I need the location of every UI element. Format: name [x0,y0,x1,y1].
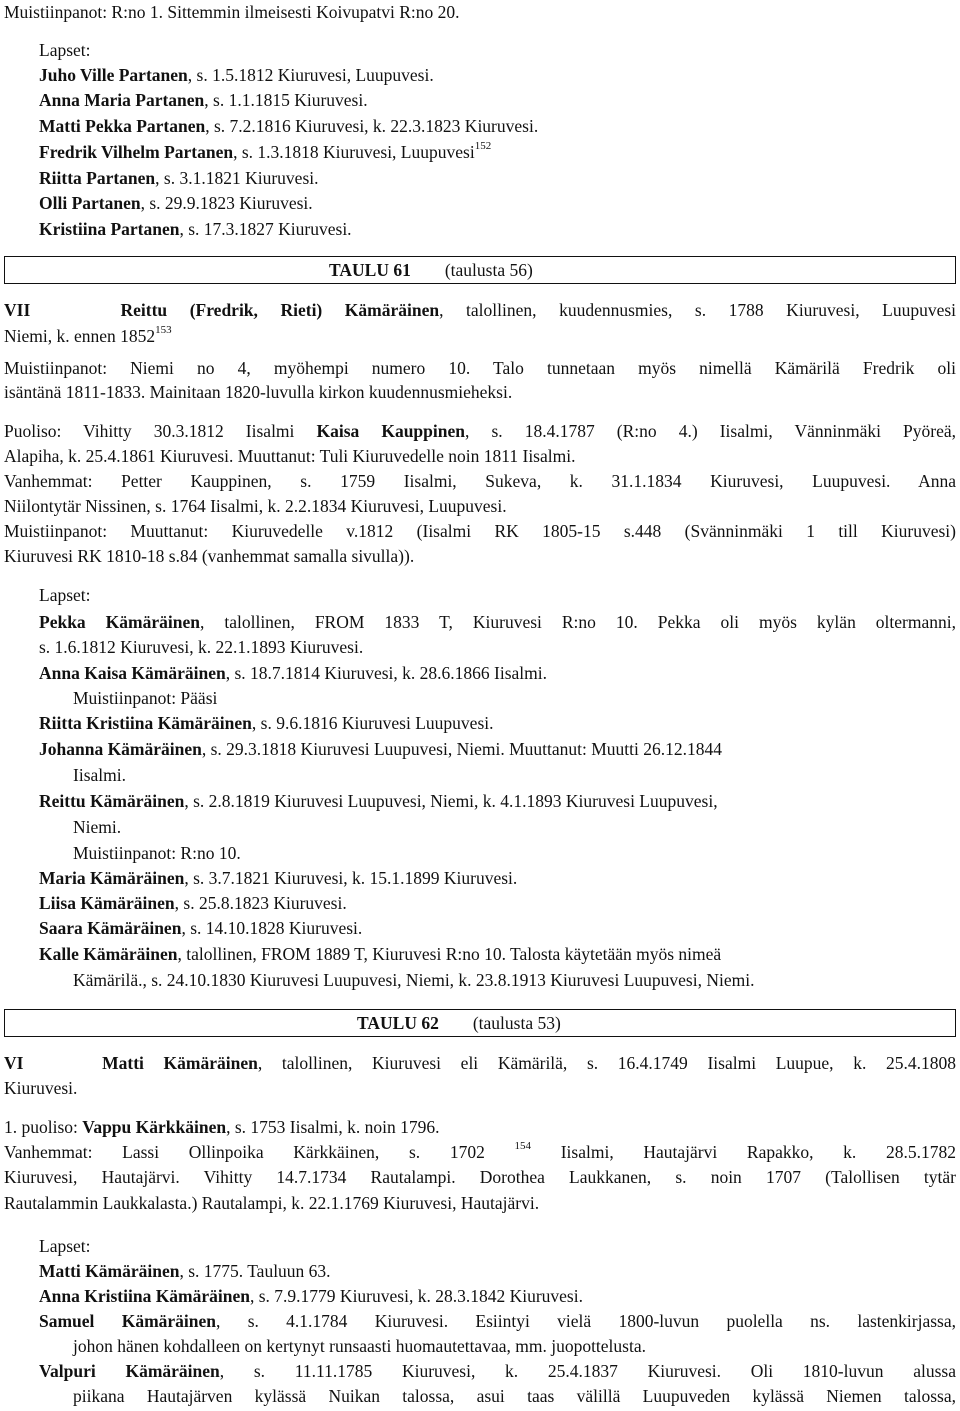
child-entry: Matti Kämäräinen, s. 1775. Tauluun 63. [39,1261,331,1281]
footnote-ref[interactable]: 154 [514,1140,532,1153]
parents-line: Kiuruvesi, Hautajärvi. Vihitty 14.7.1734 Rautalampi. Dorothea Laukkanen, s. noin 1707 (Talollisen tytär [4,1167,956,1187]
child-entry-cont: Kämärilä., s. 24.10.1830 Kiuruvesi Luupuvesi, Niemi, k. 23.8.1913 Kiuruvesi Luupuvesi, Niemi. [73,970,755,990]
child-entry-cont: piikana Hautajärven kylässä Nuikan talossa, asui taas välillä Luupuveden kylässä Niemen talossa, [73,1386,956,1406]
note-line: Muistiinpanot: Pääsi [73,688,218,708]
child-entry: Samuel Kämäräinen, s. 4.1.1784 Kiuruvesi. Esiintyi vielä 1800-luvun puolella ns. lastenkirjassa, [39,1311,956,1331]
generation-entry: VI Matti Kämäräinen, talollinen, Kiuruvesi eli Kämärilä, s. 16.4.1749 Iisalmi Luupue, k. 25.4.1808 [4,1053,956,1073]
child-entry: Juho Ville Partanen, s. 1.5.1812 Kiuruvesi, Luupuvesi. [39,65,434,85]
generation-entry: VII Reittu (Fredrik, Rieti) Kämäräinen, talollinen, kuudennusmies, s. 1788 Kiuruvesi, Luupuvesi [4,300,957,320]
child-entry: Maria Kämäräinen, s. 3.7.1821 Kiuruvesi, k. 15.1.1899 Kiuruvesi. [39,868,518,888]
child-entry: Riitta Partanen, s. 3.1.1821 Kiuruvesi. [39,168,319,188]
spouse-line: Vanhemmat: Petter Kauppinen, s. 1759 Iisalmi, Sukeva, k. 31.1.1834 Kiuruvesi, Luupuvesi. Anna [4,471,956,491]
child-entry: Kalle Kämäräinen, talollinen, FROM 1889 T, Kiuruvesi R:no 10. Talosta käytetään myös nimeä [39,944,722,964]
child-entry: Anna Kristiina Kämäräinen, s. 7.9.1779 Kiuruvesi, k. 28.3.1842 Kiuruvesi. [39,1286,583,1306]
note-line: Muistiinpanot: Niemi no 4, myöhempi numero 10. Talo tunnetaan myös nimellä Kämärilä Fredrik oli [4,358,956,378]
children-heading: Lapset: [39,40,91,60]
child-entry: Liisa Kämäräinen, s. 25.8.1823 Kiuruvesi. [39,893,347,913]
footnote-ref[interactable]: 153 [155,324,172,337]
child-entry: Kristiina Partanen, s. 17.3.1827 Kiuruvesi. [39,219,352,239]
note-line: Muistiinpanot: R:no 10. [73,843,241,863]
note-line: Muistiinpanot: R:no 1. Sittemmin ilmeisesti Koivupatvi R:no 20. [4,2,460,22]
child-entry-cont: Iisalmi. [73,765,126,785]
children-heading: Lapset: [39,1236,91,1256]
child-entry: Reittu Kämäräinen, s. 2.8.1819 Kiuruvesi Luupuvesi, Niemi, k. 4.1.1893 Kiuruvesi Luupuvesi, [39,791,718,811]
child-entry: Matti Pekka Partanen, s. 7.2.1816 Kiuruvesi, k. 22.3.1823 Kiuruvesi. [39,116,539,136]
table-heading-61: TAULU 61 (taulusta 56) [4,256,956,284]
child-entry: Saara Kämäräinen, s. 14.10.1828 Kiuruvesi. [39,918,363,938]
child-entry: Anna Maria Partanen, s. 1.1.1815 Kiuruvesi. [39,90,368,110]
footnote-ref[interactable]: 152 [474,140,492,153]
table-heading-62: TAULU 62 (taulusta 53) [4,1009,956,1037]
generation-entry-cont: Kiuruvesi. [4,1078,78,1098]
note-line: Muistiinpanot: Muuttanut: Kiuruvedelle v.1812 (Iisalmi RK 1805-15 s.448 (Svänninmäki 1 till Kiuruvesi) [4,521,956,541]
child-entry-cont: Niemi. [73,817,122,837]
parents-line: Rautalammin Laukkalasta.) Rautalampi, k. 22.1.1769 Kiuruvesi, Hautajärvi. [4,1193,540,1213]
spouse-line: Alapiha, k. 25.4.1861 Kiuruvesi. Muuttanut: Tuli Kiuruvedelle noin 1811 Iisalmi. [4,446,576,466]
child-entry: Johanna Kämäräinen, s. 29.3.1818 Kiuruvesi Luupuvesi, Niemi. Muuttanut: Muutti 26.12.1844 [39,739,722,759]
child-entry: Olli Partanen, s. 29.9.1823 Kiuruvesi. [39,193,313,213]
child-entry: Valpuri Kämäräinen, s. 11.11.1785 Kiuruvesi, k. 25.4.1837 Kiuruvesi. Oli 1810-luvun alussa [39,1361,956,1381]
note-line: Kiuruvesi RK 1810-18 s.84 (vanhemmat samalla sivulla)). [4,546,415,566]
child-entry-cont: s. 1.6.1812 Kiuruvesi, k. 22.1.1893 Kiuruvesi. [39,637,364,657]
note-line: isäntänä 1811-1833. Mainitaan 1820-luvulla kirkon kuudennusmieheksi. [4,382,513,402]
children-heading: Lapset: [39,585,91,605]
spouse-line: Niilontytär Nissinen, s. 1764 Iisalmi, k. 2.2.1834 Kiuruvesi, Luupuvesi. [4,496,507,516]
spouse-line: Puoliso: Vihitty 30.3.1812 Iisalmi Kaisa Kauppinen, s. 18.4.1787 (R:no 4.) Iisalmi, Vänninmäki Pyöreä, [4,421,956,441]
child-entry: Anna Kaisa Kämäräinen, s. 18.7.1814 Kiuruvesi, k. 28.6.1866 Iisalmi. [39,663,548,683]
child-entry: Pekka Kämäräinen, talollinen, FROM 1833 T, Kiuruvesi R:no 10. Pekka oli myös kylän oltermanni, [39,612,956,632]
parents-line: Vanhemmat: Lassi Ollinpoika Kärkkäinen, s. 1702 $^{154}$ Iisalmi, Hautajärvi Rapakko, k. 28.5.1782 [4,1140,956,1162]
child-entry-cont: johon hänen kohdalleen on kertynyt runsaasti huomautettavaa, mm. juopottelusta. [73,1336,646,1356]
child-entry: Riitta Kristiina Kämäräinen, s. 9.6.1816 Kiuruvesi Luupuvesi. [39,713,494,733]
child-entry: Fredrik Vilhelm Partanen, s. 1.3.1818 Kiuruvesi, Luupuvesi$^{152}$ [39,140,492,162]
spouse-line: 1. puoliso: Vappu Kärkkäinen, s. 1753 Iisalmi, k. noin 1796. [4,1117,440,1137]
generation-entry-cont: Niemi, k. ennen 1852$^{153}$ [4,324,172,346]
